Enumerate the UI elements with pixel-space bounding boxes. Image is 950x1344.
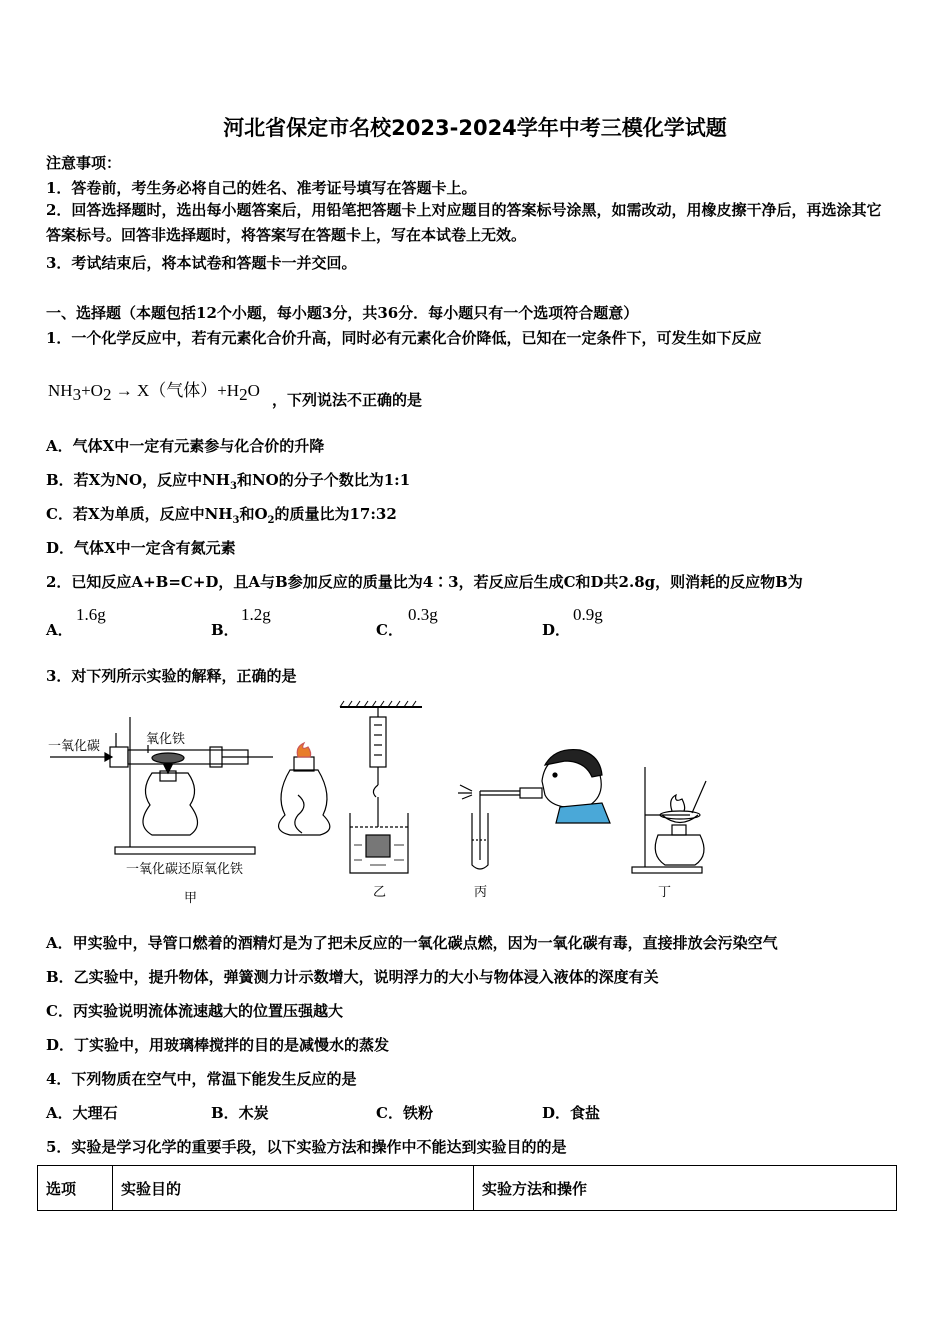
q2-a-letter: A． bbox=[46, 621, 73, 639]
q4-option-a: A．大理石 bbox=[46, 1104, 118, 1122]
q1-stem: 1．一个化学反应中，若有元素化合价升高，同时必有元素化合价降低，已知在一定条件下，可发生如下反应 bbox=[46, 329, 762, 347]
q5-header-method: 实验方法和操作 bbox=[474, 1166, 897, 1211]
apparatus-jia bbox=[50, 717, 330, 854]
q5-stem: 5．实验是学习化学的重要手段，以下实验方法和操作中不能达到实验目的的是 bbox=[46, 1138, 567, 1156]
label-ding: 丁 bbox=[658, 885, 672, 900]
q1-b-sub: 3 bbox=[229, 481, 237, 492]
label-jia: 甲 bbox=[184, 891, 198, 906]
q1-c-sub1: 3 bbox=[232, 515, 240, 526]
q1-c-mid: 和O bbox=[239, 505, 268, 523]
apparatus-ding bbox=[632, 767, 706, 873]
label-fe2o3: 氧化铁 bbox=[146, 732, 186, 747]
q2-c-value: 0.3g bbox=[408, 605, 438, 624]
q4-option-b: B．木炭 bbox=[211, 1104, 269, 1122]
q1-option-a: A．气体X中一定有元素参与化合价的升降 bbox=[46, 437, 325, 455]
q3-option-c: C．丙实验说明流体流速越大的位置压强越大 bbox=[46, 1002, 343, 1020]
label-co: 一氧化碳 bbox=[48, 739, 101, 754]
eq-sub-3: 3 bbox=[72, 385, 82, 405]
q3-option-d: D．丁实验中，用玻璃棒搅拌的目的是减慢水的蒸发 bbox=[46, 1036, 390, 1054]
apparatus-bing bbox=[458, 750, 610, 869]
q3-option-a: A．甲实验中，导管口燃着的酒精灯是为了把未反应的一氧化碳点燃，因为一氧化碳有毒，直接排放会污染空气 bbox=[46, 934, 778, 952]
notice-item-2: 2．回答选择题时，选出每小题答案后，用铅笔把答题卡上对应题目的答案标号涂黑，如需改动，用橡皮擦干净后，再选涂其它答案标号。回答非选择题时，将答案写在答题卡上，写在本试卷上无效。 bbox=[46, 201, 882, 244]
q5-header-option: 选项 bbox=[38, 1166, 113, 1211]
q3-option-b: B．乙实验中，提升物体，弹簧测力计示数增大，说明浮力的大小与物体浸入液体的深度有关 bbox=[46, 968, 659, 986]
q4-option-c: C．铁粉 bbox=[376, 1104, 433, 1122]
q1-option-c bbox=[46, 503, 397, 526]
q1-option-b bbox=[46, 469, 410, 492]
q1-c-pre: C．若X为单质，反应中NH bbox=[46, 505, 233, 523]
label-yi: 乙 bbox=[373, 885, 387, 900]
q2-d-letter: D． bbox=[542, 621, 571, 639]
q2-d-value: 0.9g bbox=[573, 605, 603, 624]
notice-item-1: 1．答卷前，考生务必将自己的姓名、准考证号填写在答题卡上。 bbox=[46, 179, 477, 197]
caption-jia: 一氧化碳还原氧化铁 bbox=[126, 862, 244, 877]
q1-c-post: 的质量比为17:32 bbox=[274, 505, 397, 523]
q3-stem: 3．对下列所示实验的解释，正确的是 bbox=[46, 667, 297, 685]
q5-header-purpose: 实验目的 bbox=[113, 1166, 474, 1211]
q1-option-d: D．气体X中一定含有氮元素 bbox=[46, 539, 236, 557]
q4-stem: 4．下列物质在空气中，常温下能发生反应的是 bbox=[46, 1070, 357, 1088]
label-bing: 丙 bbox=[474, 885, 488, 900]
q2-stem: 2．已知反应A+B=C+D，且A与B参加反应的质量比为4∶3，若反应后生成C和D共2.8g，则消耗的反应物B为 bbox=[46, 573, 803, 591]
apparatus-yi bbox=[340, 701, 422, 873]
notice-item-3: 3．考试结束后，将本试卷和答题卡一并交回。 bbox=[46, 254, 357, 272]
notice-heading: 注意事项： bbox=[46, 154, 122, 172]
q2-c-letter: C． bbox=[376, 621, 403, 639]
eq-nh: NH bbox=[48, 381, 73, 400]
eq-o: O bbox=[247, 381, 260, 400]
eq-arrow-x: → X（气体）+H bbox=[111, 381, 240, 400]
q4-option-d: D．食盐 bbox=[542, 1104, 601, 1122]
q5-table-header-row bbox=[38, 1166, 897, 1211]
q1-c-sub2: 2 bbox=[267, 515, 275, 526]
q1-b-pre: B．若X为NO，反应中NH bbox=[46, 471, 230, 489]
q5-table bbox=[37, 1165, 897, 1211]
page-title: 河北省保定市名校2023-2024学年中考三模化学试题 bbox=[223, 116, 727, 140]
q1-b-post: 和NO的分子个数比为1:1 bbox=[236, 471, 411, 489]
q3-experiment-figure bbox=[40, 695, 740, 910]
section-heading: 一、选择题（本题包括12个小题，每小题3分，共36分．每小题只有一个选项符合题意） bbox=[46, 304, 639, 322]
eq-sub-2a: 2 bbox=[102, 385, 112, 405]
q1-equation bbox=[48, 376, 260, 405]
q2-b-letter: B． bbox=[211, 621, 239, 639]
eq-sub-2b: 2 bbox=[239, 385, 248, 405]
q2-a-value: 1.6g bbox=[76, 605, 106, 624]
eq-o2: +O bbox=[81, 381, 103, 400]
q1-tail: ，下列说法不正确的是 bbox=[272, 391, 423, 409]
q2-b-value: 1.2g bbox=[241, 605, 271, 624]
